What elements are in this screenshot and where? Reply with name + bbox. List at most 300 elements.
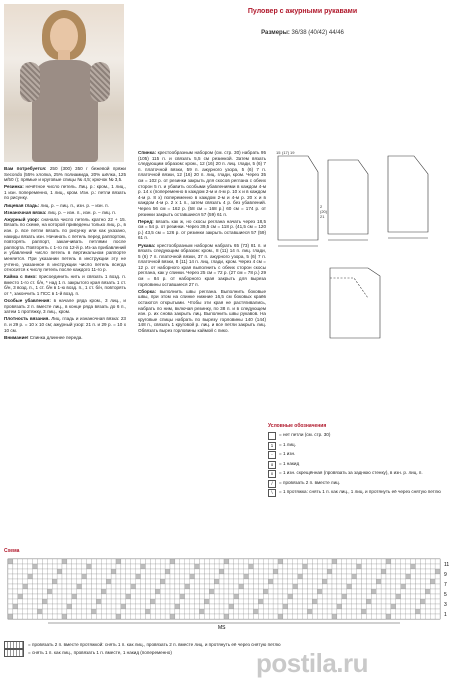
chart-cell (52, 589, 57, 594)
chart-cell (435, 614, 440, 619)
sleeve-outline (330, 268, 380, 338)
chart-cell (244, 559, 249, 564)
chart-cell (116, 569, 121, 574)
chart-cell (190, 559, 195, 564)
chart-cell (91, 584, 96, 589)
chart-cell (273, 564, 278, 569)
chart-cell (327, 604, 332, 609)
chart-cell (234, 564, 239, 569)
chart-cell (420, 599, 425, 604)
chart-cell (87, 584, 92, 589)
chart-cell (283, 574, 288, 579)
chart-cell (229, 604, 234, 609)
chart-cell (136, 599, 141, 604)
chart-cell (37, 609, 42, 614)
chart-cell (204, 594, 209, 599)
chart-cell (278, 599, 283, 604)
chart-cell (415, 559, 420, 564)
chart-cell (307, 594, 312, 599)
chart-cell (106, 584, 111, 589)
chart-cell (13, 604, 18, 609)
chart-cell (175, 584, 180, 589)
chart-cell (283, 559, 288, 564)
chart-cell (376, 614, 381, 619)
chart-cell (425, 579, 430, 584)
chart-cell (224, 609, 229, 614)
chart-cell (91, 614, 96, 619)
legend-text: = нет петли (см. стр. 30) (279, 432, 331, 438)
chart-cell (224, 594, 229, 599)
chart-cell (190, 564, 195, 569)
chart-cell (366, 574, 371, 579)
chart-cell (258, 569, 263, 574)
chart-cell (28, 579, 33, 584)
chart-cell (13, 569, 18, 574)
chart-cell (199, 599, 204, 604)
back-panel-outline (278, 156, 318, 240)
chart-cell (126, 564, 131, 569)
chart-cell (391, 604, 396, 609)
photo-lace-sleeve-right (90, 62, 110, 102)
chart-cell (381, 569, 386, 574)
chart-cell (52, 564, 57, 569)
chart-cell (396, 574, 401, 579)
chart-cell (278, 589, 283, 594)
chart-cell (283, 594, 288, 599)
chart-cell (18, 589, 23, 594)
chart-cell (293, 569, 298, 574)
chart-cell (273, 584, 278, 589)
chart-cell (391, 594, 396, 599)
chart-cell (165, 594, 170, 599)
chart-cell (234, 569, 239, 574)
chart-cell (111, 584, 116, 589)
chart-cell (249, 559, 254, 564)
chart-cell (116, 579, 121, 584)
chart-cell (249, 604, 254, 609)
chart-cell (406, 564, 411, 569)
chart-cell (425, 609, 430, 614)
chart-cell (337, 564, 342, 569)
chart-cell (229, 564, 234, 569)
chart-cell (239, 614, 244, 619)
chart-cell (224, 614, 229, 619)
chart-cell (337, 559, 342, 564)
chart-cell (116, 564, 121, 569)
chart-cell (357, 564, 362, 569)
chart-cell (87, 614, 92, 619)
chart-cell (293, 579, 298, 584)
chart-cell (406, 594, 411, 599)
chart-cell (111, 564, 116, 569)
chart-cell (131, 614, 136, 619)
chart-cell (214, 589, 219, 594)
chart-cell (96, 564, 101, 569)
chart-cell (77, 609, 82, 614)
chart-cell (67, 604, 72, 609)
chart-cell (214, 604, 219, 609)
chart-cell (376, 594, 381, 599)
chart-cell (72, 579, 77, 584)
chart-cell (391, 599, 396, 604)
chart-cell (185, 604, 190, 609)
chart-cell (116, 609, 121, 614)
chart-cell (327, 579, 332, 584)
chart-cell (180, 609, 185, 614)
chart-cell (303, 574, 308, 579)
chart-cell (435, 574, 440, 579)
chart-cell (401, 594, 406, 599)
chart-cell (199, 604, 204, 609)
chart-cell (258, 584, 263, 589)
legend-item (268, 451, 454, 459)
chart-cell (165, 589, 170, 594)
left_column-text: нечётное число петель. Лиц. р.: кром., 1 лиц., 1 изн. попеременно, 1 лиц., кром. Изн. р.: петли вязать по рисунку. (4, 184, 126, 201)
chart-cell (278, 564, 283, 569)
chart-cell (87, 604, 92, 609)
chart-cell (361, 594, 366, 599)
chart-cell (273, 574, 278, 579)
chart-cell (224, 599, 229, 604)
chart-cell (229, 569, 234, 574)
chart-cell (116, 599, 121, 604)
chart-cell (195, 614, 200, 619)
chart-cell (101, 599, 106, 604)
chart-cell (366, 599, 371, 604)
chart-cell (37, 584, 42, 589)
chart-cell (293, 599, 298, 604)
chart-cell (258, 559, 263, 564)
chart-cell (77, 564, 82, 569)
chart-cell (52, 599, 57, 604)
chart-cell (357, 599, 362, 604)
chart-cell (258, 614, 263, 619)
chart-cell (185, 579, 190, 584)
chart-cell (420, 579, 425, 584)
chart-cell (425, 584, 430, 589)
chart-cell (42, 604, 47, 609)
chart-cell (101, 614, 106, 619)
chart-cell (106, 559, 111, 564)
chart-cell (175, 579, 180, 584)
chart-cell (160, 604, 165, 609)
chart-cell (430, 604, 435, 609)
chart-cell (283, 584, 288, 589)
chart-cell (77, 559, 82, 564)
chart-cell (106, 589, 111, 594)
chart-cell (401, 579, 406, 584)
chart-cell (23, 564, 28, 569)
legend-symbol: / (268, 480, 276, 488)
chart-cell (204, 574, 209, 579)
chart-cell (91, 569, 96, 574)
chart-cell (258, 599, 263, 604)
schem-top-num: 19 (290, 150, 295, 155)
chart-cell (288, 609, 293, 614)
chart-cell (136, 564, 141, 569)
chart-cell (396, 609, 401, 614)
chart-row-label: 9 (444, 572, 447, 578)
chart-cell (239, 569, 244, 574)
chart-cell (307, 609, 312, 614)
chart-cell (47, 584, 52, 589)
chart-cell (77, 589, 82, 594)
chart-cell (376, 564, 381, 569)
chart-cell (386, 579, 391, 584)
chart-cell (145, 574, 150, 579)
chart-cell (141, 584, 146, 589)
chart-cell (131, 584, 136, 589)
chart-cell (37, 589, 42, 594)
chart-cell (190, 604, 195, 609)
chart-cell (307, 584, 312, 589)
chart-cell (347, 569, 352, 574)
chart-cell (366, 584, 371, 589)
legend-text: = 1 изн. (279, 451, 296, 457)
chart-cell (219, 614, 224, 619)
chart-cell (357, 579, 362, 584)
chart-cell (175, 609, 180, 614)
chart-cell (42, 559, 47, 564)
chart-cell (288, 604, 293, 609)
chart-cell (33, 594, 38, 599)
chart-cell (425, 599, 430, 604)
chart-cell (145, 559, 150, 564)
chart-cell (170, 599, 175, 604)
chart-cell (165, 579, 170, 584)
legend-text: = 1 изн. скрещённая (провязать за заднюю стенку), в изн. р. лиц. п. (279, 470, 423, 476)
chart-cell (263, 614, 268, 619)
chart-cell (111, 589, 116, 594)
chart-cell (141, 574, 146, 579)
chart-cell (406, 589, 411, 594)
chart-cell (268, 604, 273, 609)
chart-cell (234, 574, 239, 579)
chart-cell (263, 589, 268, 594)
chart-cell (337, 569, 342, 574)
chart-cell (150, 609, 155, 614)
chart-cell (327, 574, 332, 579)
chart-cell (273, 559, 278, 564)
chart-cell (18, 564, 23, 569)
chart-cell (239, 604, 244, 609)
chart-cell (361, 614, 366, 619)
chart-cell (352, 604, 357, 609)
chart-cell (214, 614, 219, 619)
chart-cell (37, 564, 42, 569)
chart-cell (67, 584, 72, 589)
chart-cell (126, 599, 131, 604)
chart-cell (214, 569, 219, 574)
chart-cell (67, 564, 72, 569)
left_column-text: Лиц. гладь и изнаночная вязка: 23 п. и 29 р. = 10 х 10 см; ажурный узор: 21 п. и 29 р. = 10 х 10 см. (4, 316, 126, 333)
chart-cell (82, 589, 87, 594)
chart-cell (381, 594, 386, 599)
chart-cell (160, 609, 165, 614)
chart-cell (8, 614, 13, 619)
chart-cell (357, 604, 362, 609)
chart-cell (52, 579, 57, 584)
chart-cell (185, 594, 190, 599)
chart-cell (219, 599, 224, 604)
chart-cell (13, 599, 18, 604)
chart-cell (126, 569, 131, 574)
chart-cell (386, 609, 391, 614)
chart-cell (337, 614, 342, 619)
chart-cell (67, 614, 72, 619)
chart-cell (288, 594, 293, 599)
chart-cell (224, 604, 229, 609)
chart-row-label: 3 (444, 602, 447, 608)
chart-cell (244, 614, 249, 619)
chart-cell (307, 574, 312, 579)
chart-cell (96, 604, 101, 609)
chart-cell (106, 569, 111, 574)
chart-cell (283, 589, 288, 594)
chart-cell (33, 584, 38, 589)
chart-cell (8, 609, 13, 614)
chart-cell (28, 564, 33, 569)
materials-column (4, 166, 126, 536)
chart-cell (219, 579, 224, 584)
chart-cell (357, 589, 362, 594)
chart-cell (180, 589, 185, 594)
chart-cell (229, 584, 234, 589)
chart-cell (263, 564, 268, 569)
chart-cell (185, 569, 190, 574)
chart-cell (170, 609, 175, 614)
chart-cell (42, 609, 47, 614)
chart-cell (72, 559, 77, 564)
chart-row-label: 7 (444, 582, 447, 588)
chart-cell (342, 584, 347, 589)
chart-cell (199, 574, 204, 579)
chart-cell (411, 599, 416, 604)
chart-cell (268, 569, 273, 574)
chart-cell (332, 589, 337, 594)
chart-cell (28, 569, 33, 574)
chart-cell (298, 604, 303, 609)
chart-cell (106, 614, 111, 619)
chart-cell (96, 574, 101, 579)
chart-cell (126, 609, 131, 614)
chart-cell (131, 574, 136, 579)
chart-cell (136, 589, 141, 594)
chart-cell (214, 559, 219, 564)
chart-cell (131, 559, 136, 564)
chart-cell (106, 579, 111, 584)
chart-cell (401, 564, 406, 569)
chart-cell (317, 604, 322, 609)
chart-cell (278, 594, 283, 599)
chart-cell (111, 614, 116, 619)
chart-cell (33, 569, 38, 574)
chart-cell (219, 584, 224, 589)
chart-cell (366, 564, 371, 569)
chart-cell (249, 614, 254, 619)
chart-cell (33, 579, 38, 584)
chart-cell (8, 564, 13, 569)
chart-cell (185, 559, 190, 564)
chart-cell (47, 574, 52, 579)
chart-cell (229, 559, 234, 564)
mid_column-label: Спинка: (138, 150, 157, 155)
chart-cell (224, 574, 229, 579)
chart-cell (258, 604, 263, 609)
chart-cell (101, 574, 106, 579)
chart-cell (303, 604, 308, 609)
chart-cell (18, 609, 23, 614)
legend-title: Условные обозначения (268, 423, 327, 429)
chart-cell (82, 579, 87, 584)
chart-cell (170, 589, 175, 594)
chart-cell (96, 614, 101, 619)
chart-cell (386, 599, 391, 604)
legend-symbol: - (268, 451, 276, 459)
sizes-line (150, 30, 455, 36)
footnote-text: = снять 1 п. как лиц., провязать 1 п. вместе, 1 накид (попеременно) (28, 650, 172, 655)
chart-cell (381, 609, 386, 614)
chart-cell (263, 609, 268, 614)
chart-cell (62, 609, 67, 614)
chart-cell (352, 609, 357, 614)
chart-cell (322, 589, 327, 594)
chart-cell (8, 579, 13, 584)
chart-cell (317, 579, 322, 584)
chart-cell (199, 609, 204, 614)
chart-cell (57, 594, 62, 599)
chart-cell (33, 604, 38, 609)
chart-cell (8, 584, 13, 589)
chart-cell (381, 574, 386, 579)
chart-cell (180, 584, 185, 589)
chart-cell (180, 569, 185, 574)
chart-cell (18, 604, 23, 609)
chart-cell (96, 594, 101, 599)
chart-cell (195, 579, 200, 584)
chart-footnotes (4, 641, 456, 657)
chart-cell (361, 584, 366, 589)
chart-cell (298, 599, 303, 604)
chart-cell (160, 559, 165, 564)
chart-cell (391, 609, 396, 614)
chart-cell (136, 579, 141, 584)
chart-cell (8, 559, 13, 564)
chart-cell (430, 559, 435, 564)
chart-cell (23, 584, 28, 589)
chart-cell (317, 559, 322, 564)
chart-cell (332, 559, 337, 564)
chart-cell (224, 569, 229, 574)
chart-cell (37, 594, 42, 599)
chart-cell (332, 609, 337, 614)
chart-cell (361, 574, 366, 579)
chart-cell (219, 564, 224, 569)
chart-cell (165, 614, 170, 619)
chart-cell (121, 609, 126, 614)
chart-cell (411, 584, 416, 589)
chart-cell (347, 589, 352, 594)
chart-cell (352, 614, 357, 619)
footnote-text: = провязать 2 п. вместе протяжкой: снять 1 п. как лиц., провязать 2 п. вместе лиц. и протянуть её через снятую петлю (28, 642, 281, 647)
chart-cell (342, 599, 347, 604)
chart-cell (180, 604, 185, 609)
chart-cell (376, 589, 381, 594)
chart-cell (298, 614, 303, 619)
left_column-label: Внимание! (4, 334, 29, 340)
chart-cell (258, 564, 263, 569)
chart-cell (371, 604, 376, 609)
